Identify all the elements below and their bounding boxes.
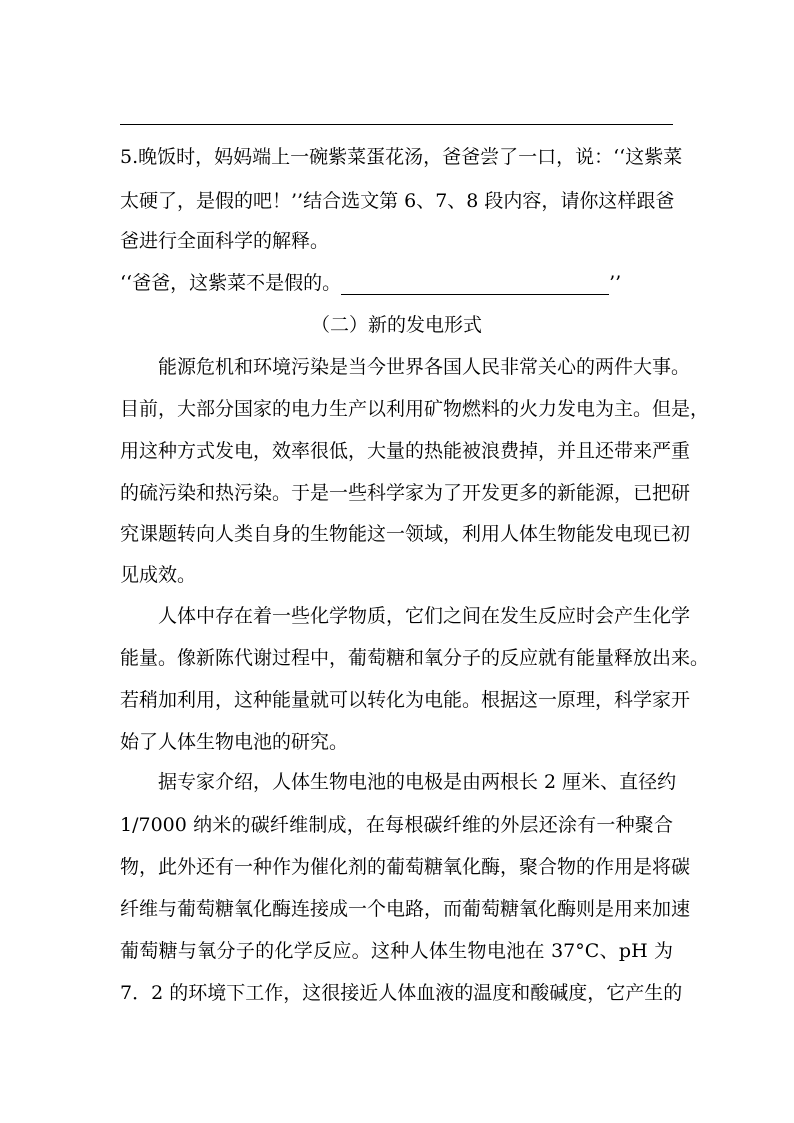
question-5-line-3: 爸进行全面科学的解释。 xyxy=(120,230,330,252)
p1-line-5: 究课题转向人类自身的生物能这一领域，利用人体生物能发电现已初 xyxy=(120,523,691,545)
p1-line-6: 见成效。 xyxy=(120,564,197,586)
p3-line-1: 据专家介绍，人体生物电池的电极是由两根长 2 厘米、直径约 xyxy=(158,771,677,793)
answer-suffix: ’’ xyxy=(609,272,622,294)
answer-prefix: ‘‘爸爸，这紫菜不是假的。 xyxy=(120,272,342,294)
p2-line-2: 能量。像新陈代谢过程中，葡萄糖和氧分子的反应就有能量释放出来。 xyxy=(120,647,710,669)
answer-blank[interactable] xyxy=(341,274,609,295)
header-rule xyxy=(120,124,673,125)
p1-line-1: 能源危机和环境污染是当今世界各国人民非常关心的两件大事。 xyxy=(158,356,691,378)
p2-line-3: 若稍加利用，这种能量就可以转化为电能。根据这一原理，科学家开 xyxy=(120,689,691,711)
question-5-line-1: 5.晚饭时，妈妈端上一碗紫菜蛋花汤，爸爸尝了一口，说：‘‘这紫菜 xyxy=(120,146,683,168)
question-5-line-2: 太硬了，是假的吧！’’结合选文第 6、7、8 段内容，请你这样跟爸 xyxy=(120,190,675,212)
p1-line-3: 用这种方式发电，效率很低，大量的热能被浪费掉，并且还带来严重 xyxy=(120,440,691,462)
p3-line-2: 1/7000 纳米的碳纤维制成，在每根碳纤维的外层还涂有一种聚合 xyxy=(120,814,673,836)
p3-line-4: 纤维与葡萄糖氧化酶连接成一个电路，而葡萄糖氧化酶则是用来加速 xyxy=(120,898,691,920)
p2-line-4: 始了人体生物电池的研究。 xyxy=(120,731,349,753)
section-title: （二）新的发电形式 xyxy=(310,314,482,336)
p3-line-5: 葡萄糖与氧分子的化学反应。这种人体生物电池在 37°C、pH 为 xyxy=(120,940,673,962)
p1-line-2: 目前，大部分国家的电力生产以利用矿物燃料的火力发电为主。但是， xyxy=(120,398,710,420)
p1-line-4: 的硫污染和热污染。于是一些科学家为了开发更多的新能源，已把研 xyxy=(120,482,691,504)
p3-line-3: 物，此外还有一种作为催化剂的葡萄糖氧化酶，聚合物的作用是将碳 xyxy=(120,856,691,878)
p3-line-6: 7．2 的环境下工作，这很接近人体血液的温度和酸碱度，它产生的 xyxy=(120,982,683,1004)
p2-line-1: 人体中存在着一些化学物质，它们之间在发生反应时会产生化学 xyxy=(158,605,691,627)
answer-line xyxy=(120,271,621,295)
